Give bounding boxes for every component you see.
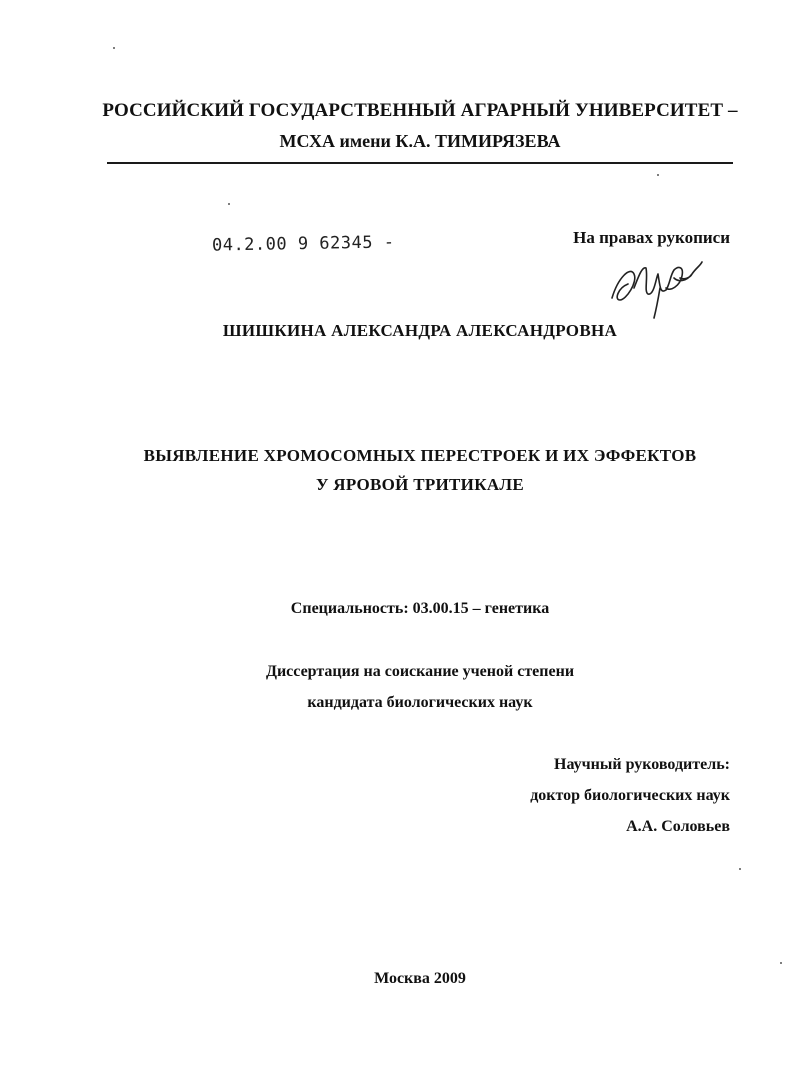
university-name-line-2: МСХА имени К.А. ТИМИРЯЗЕВА [279,131,561,151]
author-signature [604,248,714,324]
dissertation-degree-line-2: кандидата биологических наук [307,694,533,711]
supervisor-degree: доктор биологических наук [530,787,730,804]
dissertation-degree-line-1: Диссертация на соискание ученой степени [265,663,575,680]
manuscript-rights-label: На правах рукописи [573,228,730,247]
scan-speck [780,962,782,964]
city-year: Москва 2009 [374,970,466,987]
scan-speck [739,868,741,870]
header-rule [107,162,733,164]
supervisor-name: А.А. Соловьев [626,818,730,835]
university-name-line-1: РОССИЙСКИЙ ГОСУДАРСТВЕННЫЙ АГРАРНЫЙ УНИВЕРСИТЕТ – [102,100,738,121]
thesis-title-line-2: У ЯРОВОЙ ТРИТИКАЛЕ [315,475,525,494]
supervisor-label: Научный руководитель: [554,756,730,773]
registration-number: 04.2.00 9 62345 - [211,232,395,256]
scan-speck [113,47,115,49]
thesis-title-line-1: ВЫЯВЛЕНИЕ ХРОМОСОМНЫХ ПЕРЕСТРОЕК И ИХ ЭФФЕКТОВ [143,446,697,465]
scan-speck [657,174,659,176]
scan-speck [228,203,230,205]
specialty: Специальность: 03.00.15 – генетика [290,600,550,617]
author-name: ШИШКИНА АЛЕКСАНДРА АЛЕКСАНДРОВНА [222,321,618,340]
